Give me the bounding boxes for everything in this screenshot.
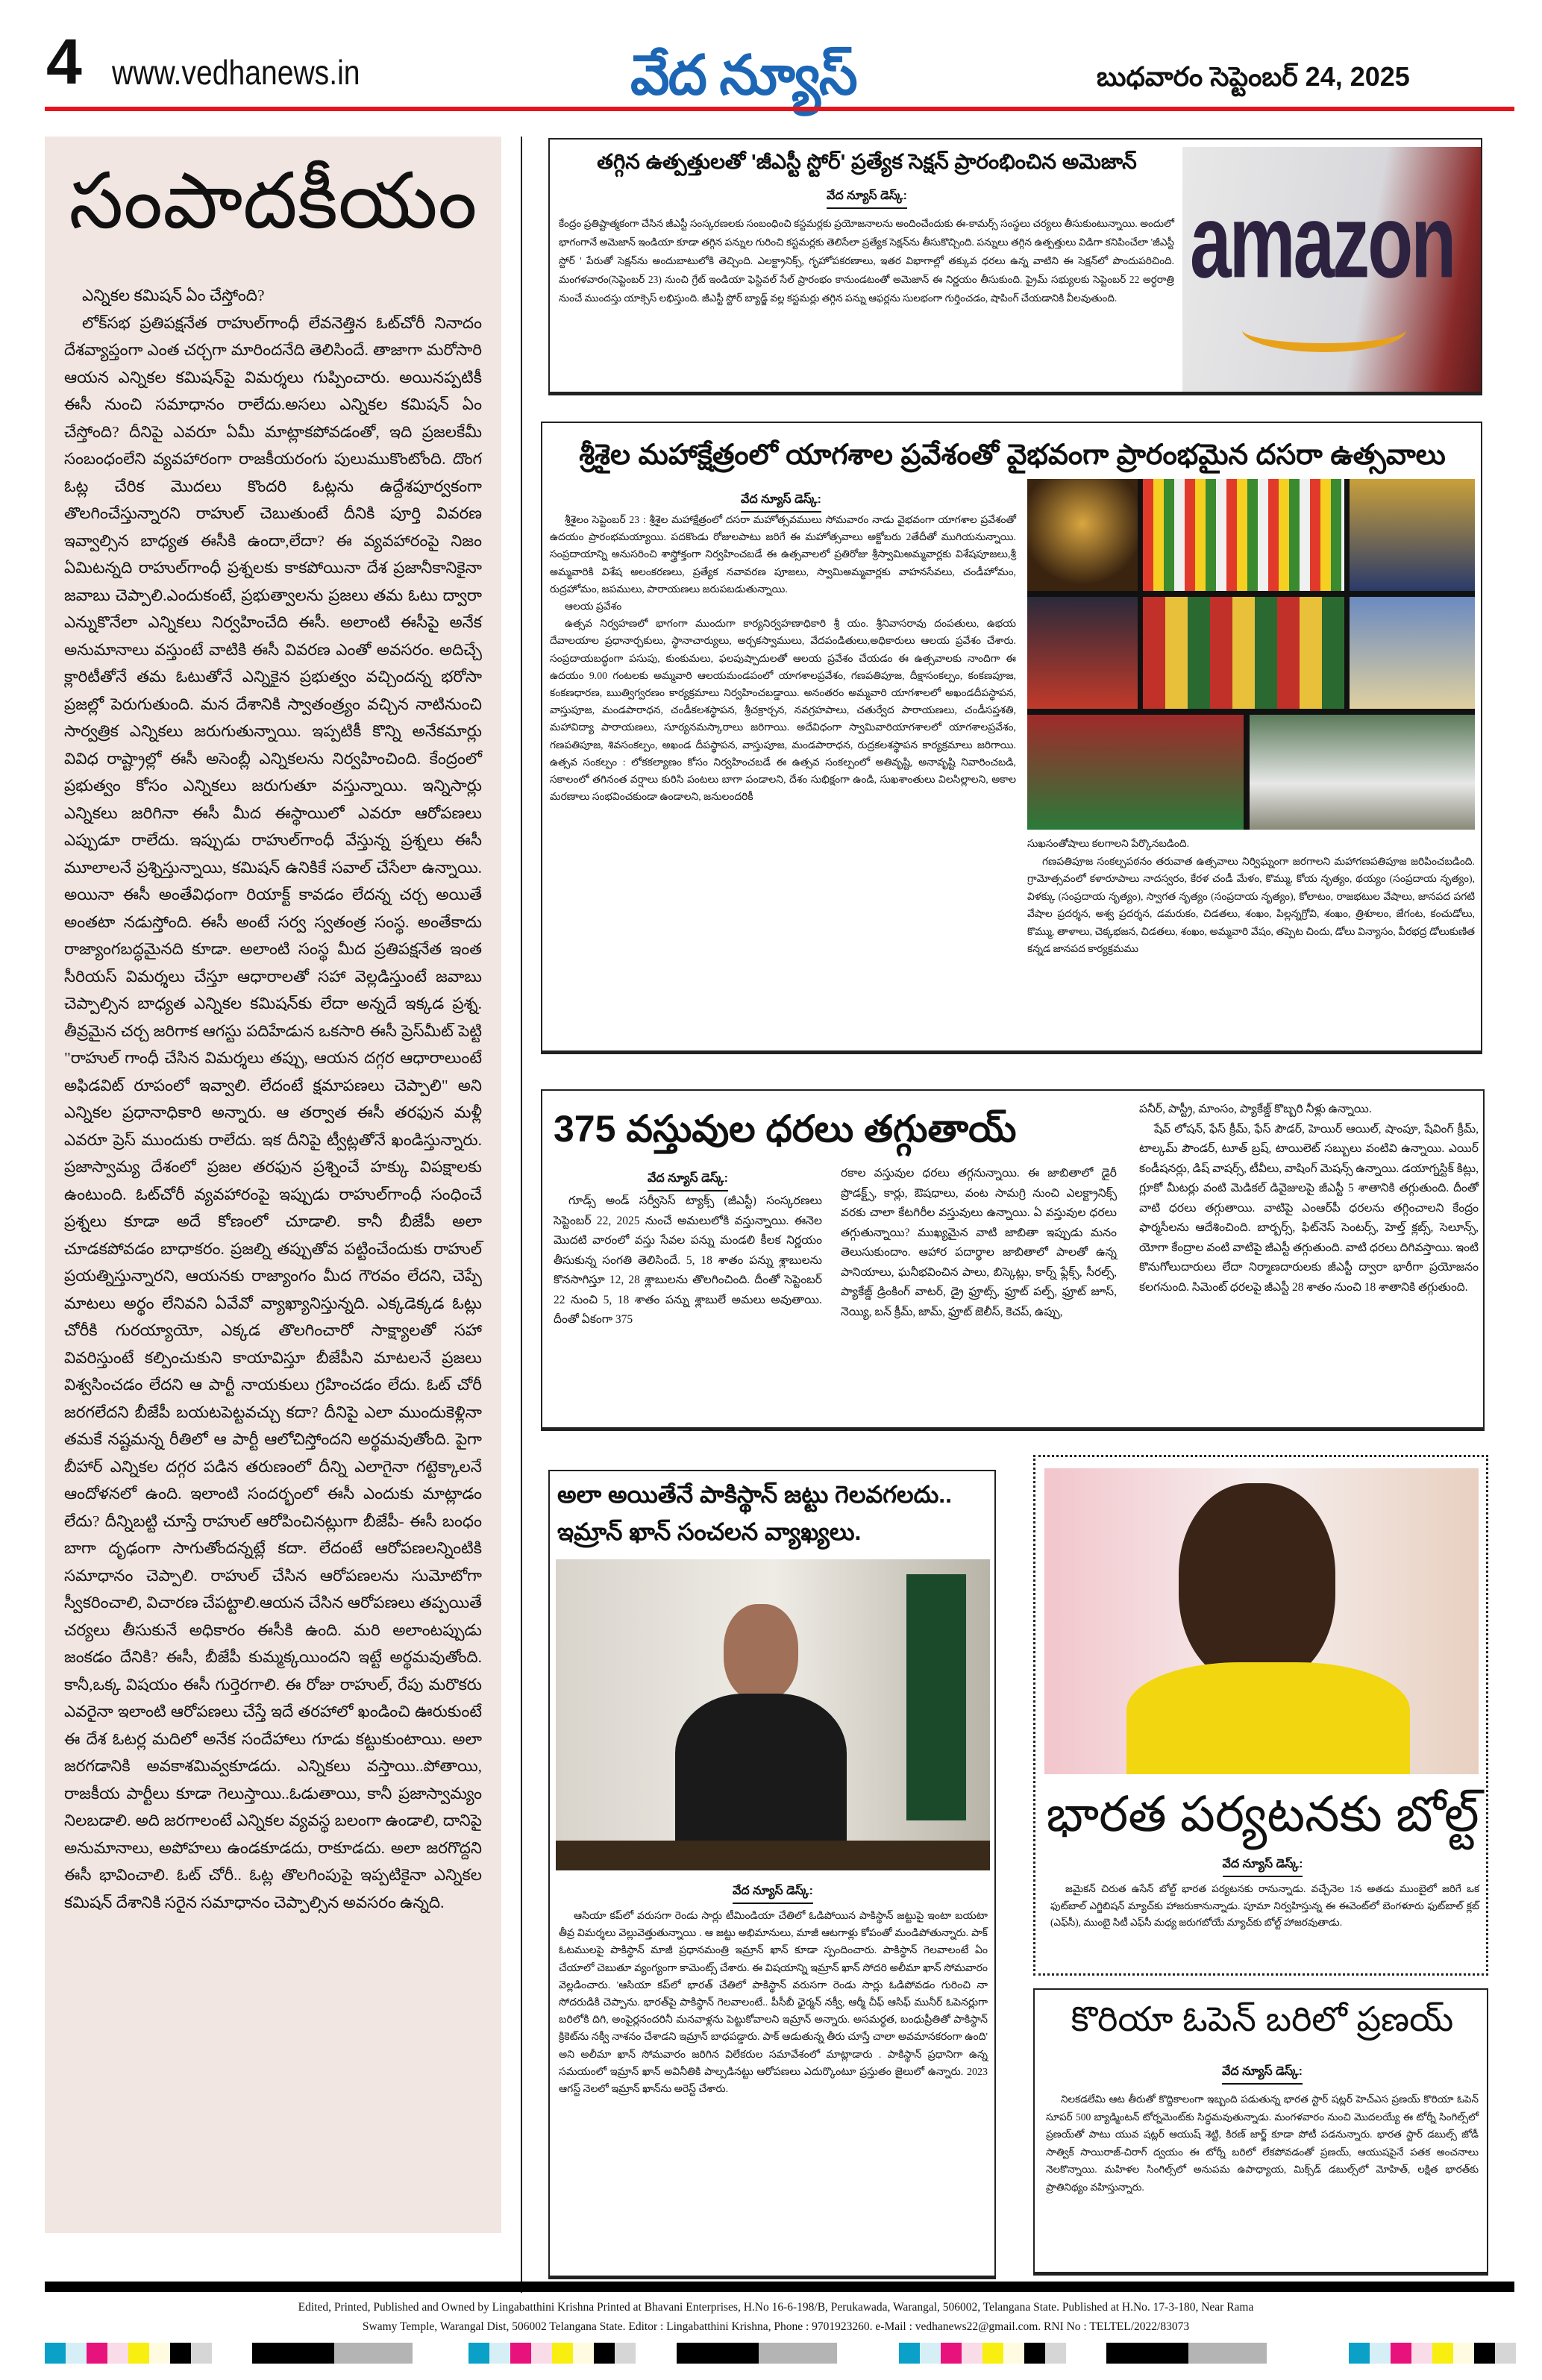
- subheading: ఆలయ ప్రవేశం: [565, 601, 622, 613]
- desk-byline: వేద న్యూస్ డెస్క్:: [648, 1171, 728, 1191]
- goddess-photo: [1350, 597, 1475, 709]
- drummers-photo: [1250, 715, 1475, 830]
- color-swatch: [1453, 2343, 1474, 2364]
- amazon-smile-icon: [1242, 307, 1406, 352]
- imprint-text: Swamy Temple, Warangal Dist, 506002 Telangana State. Editor : Lingabatthini Krishna, Phone : 9701923260. e-Mail : vedhanews22@gmail.com. RNI No : TELTEL/2022/83073: [362, 2320, 1190, 2333]
- paragraph: పనీర్, పాస్ట్రీ, మాంసం, ప్యాకేజ్డ్ కొబ్బరి నీళ్లు ఉన్నాయి.: [1139, 1103, 1372, 1115]
- color-swatch: [510, 2343, 531, 2364]
- article-korea-open: [1033, 1988, 1488, 2273]
- color-swatch: [1045, 2343, 1066, 2364]
- srisailam-headline: శ్రీశైల మహాక్షేత్రంలో యాగశాల ప్రవేశంతో వైభవంగా ప్రారంభమైన దసరా ఉత్సవాలు: [579, 439, 1446, 471]
- color-swatch: [170, 2343, 191, 2364]
- korea-headline: కొరియా ఓపెన్ బరిలో ప్రణయ్: [1071, 1999, 1454, 2038]
- imran-body: [559, 1908, 988, 2098]
- masthead-logo: వేద న్యూస్: [630, 44, 856, 106]
- srisailam-body-right: [1027, 835, 1475, 958]
- tone-swatch: [334, 2343, 413, 2364]
- column-divider: [521, 137, 522, 2293]
- gst-headline: 375 వస్తువుల ధరలు తగ్గుతాయ్: [554, 1108, 1017, 1150]
- headline-line: ఇమ్రాన్ ఖాన్ సంచలన వ్యాఖ్యలు.: [557, 1518, 862, 1545]
- color-swatch: [1391, 2343, 1411, 2364]
- color-swatch: [128, 2343, 149, 2364]
- color-swatch: [552, 2343, 573, 2364]
- tone-swatch: [759, 2343, 837, 2364]
- paragraph: సుఖసంతోషాలు కలగాలని పేర్కొనబడింది.: [1027, 838, 1190, 849]
- amazon-wordmark: amazon: [1190, 183, 1455, 301]
- editorial-title: సంపాదకీయం: [69, 158, 477, 245]
- headline-line: అలా అయితేనే పాకిస్థాన్ జట్టు గెలవగలదు..: [557, 1481, 953, 1508]
- color-swatch: [107, 2343, 128, 2364]
- paragraph: గణపతిపూజ సంకల్పపఠనం తరువాత ఉత్సవాలు నిర్విఘ్నంగా జరగాలని మహాగణపతిపూజ జరిపించబడింది. గ్రామోత్సవంలో కళారూపాలు నాదస్వరం, కేరళ చండీ మేళం, కొమ్ము, కోయ నృత్యం, థయ్యం (సంప్రదాయ నృత్యం), విళక్కు (సంప్రదాయ నృత్యం), స్వాగత నృత్యం (సంప్రదాయ నృత్యం), కోలాటం, రాజభటుల వేషాలు, జానపద పగటి వేషాల ప్రదర్శన, అశ్వ ప్రదర్శన, డమరుకం, చిడతలు, శంఖం, పిల్లన్నగ్రోవి, శంఖం, త్రిశూలం, జేగంట, కంచుడోలు, కొమ్ము, తాళాలు, చెక్కభజన, చిడతలు, శంఖం, అమ్మవారి వేషం, తప్పెట చిందు, డోలు విన్యాసం, వీరభద్ర డోలుకుణిత కన్నడ జానపద కార్యక్రమము: [1027, 855, 1475, 954]
- imprint-text: Edited, Printed, Published and Owned by Lingabatthini Krishna Printed at Bhavani Enterprises, H.No 16-6-198/B, Perukawada, Warangal, 506002, Telangana State. Published at H.No. 17-3-180, Near Rama: [298, 2301, 1254, 2314]
- bolt-body: [1050, 1881, 1479, 1932]
- article-srisailam: [541, 422, 1482, 1052]
- color-swatch: [615, 2343, 636, 2364]
- srisailam-body-left: [550, 511, 1016, 805]
- imprint-line: [67, 2298, 1485, 2337]
- page-number: 4: [46, 26, 82, 98]
- paragraph: ఉత్సవ నిర్వహణలో భాగంగా ముందుగా కార్యనిర్వహణాధికారి శ్రీ యం. శ్రీనివాసరావు దంపతులు, ఉభయ దేవాలయాల ప్రధానార్చకులు, స్థానాచార్యులు, అర్చకస్వాములు, వేదపండితులు,అధికారులు ఆలయ ప్రవేశం చేశారు. సంప్రదాయబద్ధంగా పసుపు, కుంకుమలు, ఫలపుష్పాదులతో ఆలయ ప్రవేశం చేయడం ఈ ఉత్సవాలకు నాందిగా ఈ ఉదయం 9.00 గంటలకు అమ్మవారి ఆలయమండపంలో యాగశాలప్రవేశం, గణపతిపూజ, దీక్షాసంకల్పం, కంకణపూజ, కంకణధారణ, ఋత్విగ్వరణం కార్యక్రమాలు నిర్వహించబడ్డాయి. అనంతరం అమ్మవారి యాగశాలలో అఖండదీపస్థాపన, వాస్తుపూజ, మండపారాధన, చండీకలశస్థాపన, శ్రీచక్రార్చన, నవగ్రహపాలు, చతుర్వేద పారాయణలు, చండీసప్తశతి, మహావిద్యా పారాయణలు, సూర్యనమస్కారాలు జరిగాయి. అదేవిధంగా స్వామివారియాగశాలలో యాగశాలప్రవేశం, గణపతిపూజ, శివసంకల్పం, అఖండ దీపస్థాపన, వాస్తుపూజ, మండపారాధన, రుద్రకలశస్థాపన కార్యక్రమాలు జరిగాయి. ఉత్సవ సంకల్పం : లోకకల్యాణం కోసం నిర్వహించబడే ఈ ఉత్సవ సంకల్పంలో అతివృష్టి, అనావృష్టి నివారించబడి, సకాలంలో తగినంత వర్షాలు కురిసి పంటలు బాగా పండాలని, దేశం సుభిక్షంగా ఉండి, సుఖశాంతులు విలసిల్లాలని, అకాల మరణాలు సంభవించకుండా ఉండాలని, జనులందరికీ: [550, 618, 1016, 803]
- amazon-logo-image: [1182, 147, 1481, 392]
- tone-swatch: [252, 2343, 334, 2364]
- tone-swatch: [1106, 2343, 1188, 2364]
- color-swatch: [899, 2343, 920, 2364]
- desk-byline: వేద న్యూస్ డెస్క్:: [733, 1884, 813, 1904]
- color-swatch: [489, 2343, 510, 2364]
- footer-rule: [45, 2282, 1514, 2292]
- deity-photo: [1350, 479, 1475, 591]
- editorial-question: ఎన్నికల కమిషన్ ఏం చేస్తోంది?: [82, 286, 265, 305]
- person-face: [724, 1604, 798, 1701]
- yellow-jersey: [1126, 1662, 1410, 1774]
- color-swatch: [45, 2343, 66, 2364]
- article-amazon: [548, 138, 1482, 393]
- desk-byline: వేద న్యూస్ డెస్క్:: [741, 492, 821, 513]
- color-swatch: [87, 2343, 107, 2364]
- imran-khan-photo: [556, 1559, 990, 1870]
- color-swatch: [962, 2343, 982, 2364]
- color-swatch: [531, 2343, 552, 2364]
- person-face: [1179, 1483, 1335, 1685]
- gst-body-col2: రకాల వస్తువుల ధరలు తగ్గనున్నాయి. ఈ జాబితాలో డైరీ ప్రొడక్ట్స్, కార్లు, ఔషధాలు, వంట సామగ్రి నుంచి ఎలక్ట్రానిక్స్ వరకు చాలా కేటగిరీల వస్తువులు ఉన్నాయి. ఏ వస్తువుల ధరలు తగ్గుతున్నాయి? ముఖ్యమైన వాటి జాబితా ఇప్పుడు మనం తెలుసుకుందాం. ఆహార పదార్థాల జాబితాలో పాలతో ఉన్న పానియాలు, ఘనీభవించిన పాలు, బిస్కెట్లు, కార్న్ ఫ్లేక్స్, సీరల్స్, ప్యాకేజ్డ్ డ్రింకింగ్ వాటర్, డ్రై ఫ్రూట్స్, ఫ్రూట్ పల్ప్, ఫ్రూట్ జూస్, నెయ్యి, బన్ క్రీమ్, జామ్, ఫ్రూట్ జెలీస్, కెచప్, ఉప్పు,: [841, 1167, 1117, 1318]
- deity-decoration-photo: [1143, 479, 1344, 591]
- bolt-headline: భారత పర్యటనకు బోల్ట్: [1046, 1786, 1479, 1841]
- desk: [556, 1841, 990, 1870]
- issue-date: బుధవారం సెప్టెంబర్ 24, 2025: [1097, 61, 1410, 92]
- color-swatch: [1411, 2343, 1432, 2364]
- procession-photo: [1143, 597, 1344, 709]
- paragraph: షేవ్ లోషన్, ఫేస్ క్రీమ్, ఫేస్ పౌడర్, హెయిర్ ఆయిల్, షాంపూ, షేవింగ్ క్రీమ్, టాల్కమ్ పౌండర్, టూత్ బ్రష్, టాయిలెట్ సబ్బులు వంటివి ఉన్నాయి. ఎయిర్ కండీషనర్లు, డిష్ వాషర్స్, టీవీలు, వాషింగ్ మెషన్స్ ఉన్నాయి. డయాగ్నస్టిక్ కిట్లు, గ్లూకో మీటర్లు వంటి మెడికల్ డివైజులపై జీఎస్టీ 5 శాతానికి తగ్గుతుంది. దీంతో వాటి ధరలు తగ్గుతాయి. వాటిపై ఎంఆర్‌పీ ధరలను తగ్గించాలని కేంద్రం ఫార్మసీలను ఆదేశించింది. బార్బర్స్, ఫిట్‌నెస్ సెంటర్స్, హెల్త్ క్లబ్స్, సెలూన్స్, యోగా కేంద్రాల వంటి వాటిపై జీఎస్టీ తగ్గుతుంది. వాటి ధరలు దిగివస్తాయి. ఇంటి కొనుగోలుదారులు లేదా నిర్మాణదారులకు జీఎస్టీ ద్వారా భారీగా ప్రయోజనం కలగనుంది. సిమెంట్ ధరలపై జీఎస్టీ 28 శాతం నుంచి 18 శాతానికి తగ్గుతుంది.: [1139, 1122, 1479, 1294]
- color-swatch: [1432, 2343, 1453, 2364]
- color-swatch: [941, 2343, 962, 2364]
- paragraph: ఆసియా కప్‌లో వరుసగా రెండు సార్లు టీమిండియా చేతిలో ఓడిపోయిన పాకిస్థాన్ జట్టుపై ఇంటా బయటా తీవ్ర విమర్శలు వెల్లువెత్తుతున్నాయి . ఆ జట్టు అభిమానులు, మాజీ ఆటగాళ్లు కోపంతో మండిపోతున్నారు. పాక్ ఓటములపై పాకిస్థాన్ మాజీ ప్రధానమంత్రి ఇమ్రాన్ ఖాన్ కూడా స్పందించారు. పాకిస్థాన్ గెలవాలంటే ఏం చేయాలో చెబుతూ వ్యంగ్యంగా కామెంట్స్ చేశారు. ఈ విషయాన్ని ఇమ్రాన్ ఖాన్ సోదరి అలీమా ఖాన్ సోమవారం వెల్లడించారు. 'ఆసియా కప్‌లో భారత్ చేతిలో పాకిస్థాన్ వరుసగా రెండు సార్లు ఓడిపోవడం గురించి నా సోదరుడికి చెప్పాను. భారత్‌పై పాకిస్థాన్ గెలవాలంటే.. పీసీబీ ఛైర్మన్ నక్వీ, ఆర్మీ చీఫ్ ఆసిఫ్ మునీర్ ఓపెనర్లుగా బరిలోకి దిగి, అంపైర్లనందరినీ మనవాళ్లను పెట్టుకోవాలని ఇమ్రాన్ అన్నారు. అసమర్థత, బంధుప్రీతితో పాకిస్థాన్ క్రికెట్‌ను నక్వీ నాశనం చేశాడని ఇమ్రాన్ బాధపడ్డారు. పాక్ ఆడుతున్న తీరు చూస్తే చాలా అవమానకరంగా ఉంది' అని అలీమా ఖాన్ సోమవారం జరిగిన విలేకరుల సమావేశంలో మాట్లాడారు . పాకిస్థాన్ ప్రధానిగా ఉన్న సమయంలో ఇమ్రాన్ ఖాన్ అవినీతికి పాల్పడినట్టు ఆరోపణలు ఎదుర్కొంటూ ప్రస్తుతం జైలులో ఉన్నారు. 2023 ఆగస్ట్ నెలలో ఇమ్రాన్ ఖాన్‌ను అరెస్ట్ చేశారు.: [559, 1911, 988, 2096]
- color-swatch: [1495, 2343, 1516, 2364]
- color-swatch: [149, 2343, 170, 2364]
- tone-swatch: [1188, 2343, 1267, 2364]
- article-bolt: [1033, 1455, 1488, 1976]
- temple-photo: [1027, 479, 1138, 591]
- color-swatch: [191, 2343, 212, 2364]
- paragraph: గూడ్స్ అండ్ సర్వీసెస్ ట్యాక్స్ (జీఎస్టీ) సంస్కరణలు సెప్టెంబర్ 22, 2025 నుంచే అమలులోకి వస్తున్నాయి. ఈనెల మొదటి వారంలో వస్తు సేవల పన్ను మండలి కీలక నిర్ణయం తీసుకున్న సంగతి తెలిసిందే. 5, 18 శాతం పన్ను శ్లాబులను కొనసాగిస్తూ 12, 28 శ్లాబులను తొలగించింది. దీంతో సెప్టెంబర్ 22 నుంచి 5, 18 శాతం పన్ను శ్లాబులే అమలు అవుతాయి. దీంతో ఏకంగా 375: [554, 1194, 822, 1326]
- gst-body-col3: [1139, 1100, 1479, 1297]
- imran-headline: [557, 1476, 990, 1550]
- headline-text: తగ్గిన ఉత్పత్తులతో 'జీఎస్టీ స్టోర్' ప్రత్యేక సెక్షన్ ప్రారంభించిన అమెజాన్: [597, 150, 1137, 173]
- color-swatch: [1370, 2343, 1391, 2364]
- header-rule: [45, 107, 1514, 111]
- person-body: [675, 1694, 847, 1843]
- paragraph: జమైకన్ చిరుత ఉసేన్ బోల్ట్ భారత పర్యటనకు రానున్నాడు. వచ్చేనెల 1న అతడు ముంబైలో జరిగే ఒక ఫుట్‌బాల్ ఎగ్జిబిషన్ మ్యాచ్‌కు హాజరుకానున్నాడు. పూమా నిర్వహిస్తున్న ఈ ఈవెంట్‌లో బెంగళూరు ఫుట్‌బాల్ క్లబ్ (ఎఫ్‌సీ), ముంబై సిటీ ఎఫ్‌సీ మధ్య జరుగబోయే మ్యాచ్‌కు బోల్ట్ హాజరవుతాడు.: [1050, 1883, 1479, 1928]
- artists-photo: [1027, 715, 1244, 830]
- gst-body-col1: [554, 1191, 822, 1330]
- amazon-body: కేంద్రం ప్రతిష్టాత్మకంగా చేసిన జీఎస్టీ సంస్కరణలకు సంబంధించి కస్టమర్లకు ప్రయోజనాలను అందించేందుకు ఈ-కామర్స్ సంస్థలు చర్యలు తీసుకుంటున్నాయి. అందులో భాగంగానే అమెజాన్ ఇండియా కూడా తగ్గిన పన్నుల గురించి కస్టమర్లకు తెలిసేలా ప్రత్యేక సెక్షన్‌ను తీసుకొచ్చింది. పన్నులు తగ్గిన ఉత్పత్తులు విడిగా కనిపించేలా 'జీఎస్టీ స్టోర్ ' పేరుతో సెక్షన్‌ను అందుబాటులోకి తెచ్చింది. ఎలక్ట్రానిక్స్, గృహోపకరణాలు, ఇతర విభాగాల్లో తక్కువ ధరలు ఉన్న వాటిని ఈ సెక్షన్‌లో పొందుపరిచింది. మంగళవారం(సెప్టెంబర్ 23) నుంచి గ్రేట్ ఇండియా ఫెస్టివల్ సేల్ ప్రారంభం కానుండటంతో అమెజాన్ ఈ నిర్ణయం తీసుకుంది. ప్రైమ్ సభ్యులకు సెప్టెంబర్ 22 అర్ధరాత్రి నుంచే ముందస్తు యాక్సెస్ లభిస్తుంది. జీఎస్టీ స్టోర్ బ్యాడ్జ్ వల్ల కస్టమర్లు తగ్గిన పన్ను ఆఫర్లను సులభంగా గుర్తించడం, షాపింగ్ చేయడానికి వీలవుతుంది.: [559, 218, 1174, 304]
- paragraph: శ్రీశైలం సెప్టెంబర్ 23 : శ్రీశైల మహాక్షేత్రంలో దసరా మహోత్సవములు సోమవారం నాడు వైభవంగా యాగశాల ప్రవేశంతో ఉదయం ప్రారంభమయ్యాయి. పదకొండు రోజులపాటు జరిగే ఈ మహోత్సవాలు అక్టోబరు 2తేదీతో ముగియనున్నాయి. సంప్రదాయాన్ని అనుసరించి శాస్త్రోక్తంగా నిర్వహించబడే ఈ ఉత్సవాలలో ప్రతిరోజు శ్రీస్వామిఅమ్మవార్లకు విశేషపూజలు,శ్రీ అమ్మవారికి విశేష అలంకరణలు, ప్రత్యేక నవావరణ పూజలు, స్వామిఅమ్మవార్లకు వాహనసేవలు, చండీహోమం, రుద్రహోమం, జపములు, పారాయణలు జరుపబడుతున్నాయి.: [550, 514, 1016, 595]
- desk-byline: వేద న్యూస్ డెస్క్:: [1222, 2064, 1303, 2085]
- color-swatch: [1003, 2343, 1024, 2364]
- desk-byline: వేద న్యూస్ డెస్క్:: [1223, 1857, 1303, 1877]
- color-swatch: [468, 2343, 489, 2364]
- dancer-photo: [1027, 597, 1138, 709]
- festival-photo-collage: [1027, 479, 1475, 830]
- editorial-body: లోక్‌సభ ప్రతిపక్షనేత రాహుల్‌గాంధీ లేవనెత్తిన ఓట్‌చోరీ నినాదం దేశవ్యాప్తంగా ఎంత చర్చగా మారిందనేది తెలిసిందే. తాజాగా మరోసారి ఆయన ఎన్నికల కమిషన్‌పై విమర్శలు గుప్పించారు. అయినప్పటికీ ఈసీ నుంచి సమాధానం రాలేదు.అసలు ఎన్నికల కమిషన్ ఏం చేస్తోంది? దీనిపై ఎవరూ ఏమీ మాట్లాకపోవడంతో, ఇది ప్రజలకేమీ సంబంధంలేని వ్యవహారంగా రాజకీయరంగు పులుముకొంటోంది. దొంగ ఓట్ల చేరిక మొదలు కొందరి ఓట్లను ఉద్దేశపూర్వకంగా తొలగించేస్తున్నారని రాహుల్ చెబుతుంటే దీనికి పూర్తి వివరణ ఇవ్వాల్సిన బాధ్యత ఈసీకి ఉందా,లేదా? ఈ వ్యవహారంపై నిజం ఏమిటన్నది రాహుల్‌గాంధీ ప్రశ్నలకు కాకపోయినా దేశ ప్రజానీకానికైనా జవాబు చెప్పాలి.ఎందుకంటే, ప్రభుత్వాలను ప్రజలు తమ ఓటు ద్వారా ఎన్నుకొనేలా ఎన్నికలు నిర్వహించేది ఈసీ. అలాంటి ఈసీపై అనేక అనుమానాలు వస్తుంటే వాటికి ఈసీ వివరణ ఎంతో అవసరం. అదిచ్చే క్లారిటీతోనే తమ ఓటుతోనే ఎన్నికైన ప్రభుత్వం వచ్చిందన్న భరోసా ప్రజల్లో పెరుగుతుంది. మన దేశానికి స్వాతంత్ర్యం వచ్చిన నాటినుంచి సార్వత్రిక ఎన్నికలు జరుగుతున్నాయి. ఇప్పటికీ కొన్ని అనేకమార్లు వివిధ రాష్ట్రాల్లో ఈసీ అసెంబ్లీ ఎన్నికలను నిర్వహించింది. కేంద్రంలో ప్రభుత్వం కోసం ఎన్నికలు జరుగుతూ వస్తున్నాయి. ఇన్నిసార్లు ఎన్నికలు జరిగినా ఈసీ మీద ఈస్థాయిలో ఎవరూ ఆరోపణలు ఎప్పుడూ రాలేదు. ఇప్పుడు రాహుల్‌గాంధీ వేస్తున్న ప్రశ్నలు ఈసీ మూలాలనే ప్రశ్నిస్తున్నాయి, కమిషన్ ఉనికికే సవాల్ చేసేలా ఉన్నాయి. అయినా ఈసీ అంతేవిధంగా రియాక్ట్ కావడం లేదన్న చర్చ అయితే అంతటా నడుస్తోంది. ఈసీ అంటే సర్వ స్వతంత్ర సంస్థ. అంతేకాదు రాజ్యాంగబద్ధమైనది కూడా. అలాంటి సంస్థ మీద ప్రతిపక్షనేత ఇంత సీరియస్ విమర్శలు చేస్తూ ఆధారాలతో సహా వెల్లడిస్తుంటే జవాబు చెప్పాల్సిన బాధ్యత ఎన్నికల కమిషన్‌కు లేదా అన్నదే ఇక్కడ ప్రశ్న. తీవ్రమైన చర్చ జరిగాక ఆగస్టు పదిహేడున ఒకసారి ఈసీ ప్రెస్‌మీట్ పెట్టి "రాహుల్ గాంధీ చేసిన విమర్శలు తప్పు, ఆయన దగ్గర ఆధారాలుంటే అఫిడవిట్ రూపంలో ఇవ్వాలి. లేదంటే క్షమాపణలు చెప్పాలి" అని ఎన్నికల ప్రధానాధికారి అన్నారు. ఆ తర్వాత ఈసీ తరఫున మళ్లీ ఎవరూ ప్రెస్ ముందుకు రాలేదు. ఇక దీనిపై ట్వీట్లతోనే ఖండిస్తున్నారు. ప్రజాస్వామ్య దేశంలో ప్రజల తరఫున ప్రశ్నించే హక్కు విపక్షాలకు ఉంటుంది. ఓట్‌చోరీ వ్యవహారంపై ఇప్పుడు రాహుల్‌గాంధీ సంధించే ప్రశ్నలు కూడా అదే కోణంలో చూడాలి. కానీ బీజేపీ అలా చూడకపోవడం బాధాకరం. ప్రజల్ని తప్పుతోవ పట్టించేందుకు రాహుల్ ప్రయత్నిస్తున్నారని, ఆయనకు రాజ్యాంగం మీద గౌరవం లేదని, చెప్పే మాటలు అర్థం లేనివని ఏవేవో వ్యాఖ్యానిస్తున్నది. ఎక్కడెక్కడ ఓట్లు చోరీకి గురయ్యాయో, ఎక్కడ తొలగించారో సాక్ష్యాలతో సహా వివరిస్తుంటే కల్పించుకుని కాయావిస్తూ బీజేపీని మాటలనే ప్రజలు విశ్వసించడం లేదని ఆ పార్టీ నాయకులు గ్రహించడం లేదు. ఓట్ చోరీ జరగలేదని బీజేపీ బయటపెట్టవచ్చు కదా? దీనిపై ఎలా ముందుకెళ్లినా తమకే నష్టమన్న రీతిలో ఆ పార్టీ ఆలోచిస్తోందని అర్థమవుతోంది. పైగా బీహార్ ఎన్నికల దగ్గర పడిన తరుణంలో దీన్ని ఎలాగైనా గట్టెక్కాలనే ఆందోళనలో ఉంది. ఇలాంటి సందర్భంలో ఈసీ ఎందుకు మాట్లాడం లేదు? దీన్నిబట్టి చూస్తే రాహుల్ ఆరోపించినట్లుగా బీజేపీ- ఈసీ బంధం బాగా దృఢంగా సాగుతోందన్నట్లే కదా. లేదంటే ఆరోపణలన్నింటికి సమాధానం చెప్పాలి. రాహుల్ చేసిన ఆరోపణలను సుమోటోగా స్వీకరించాలి, విచారణ చేపట్టాలి.ఆయన చేసిన ఆరోపణలు తప్పయితే చర్యలు తీసుకునే అధికారం ఈసీకి ఉంది. మరి అలాంటప్పుడు జంకడం దేనికి? ఈసీ, బీజేపీ కుమ్మక్కయిందని ఇట్టే అర్థమవుతోంది. కానీ,ఒక్క విషయం ఈసీ గుర్తెరగాలి. ఈ రోజు రాహుల్, రేపు మరొకరు ఎవరైనా ఇలాంటి ఆరోపణలు చేస్తే ఇదే తరహాలో ఖండించి ఊరుకుంటే ఈ దేశ ఓటర్ల మదిలో అనేక సందేహాలు గూడు కట్టుకుంటాయి. అలా జరగడానికి అవకాశమివ్వకూడదు. ఎన్నికలు వస్తాయి..పోతాయి, రాజకీయ పార్టీలు కూడా గెలుస్తాయి..ఓడుతాయి, కానీ ప్రజాస్వామ్యం నిలబడాలి. అది జరగాలంటే ఎన్నికల వ్యవస్థ బలంగా ఉండాలి, దానిపై అనుమానాలు, అపోహలు ఉండకూడదు, రాకూడదు. అలా జరగొద్దని ఈసీ భావించాలి. ఓట్ చోరీ.. ఓట్ల తొలగింపుపై ఇప్పటికైనా ఎన్నికల కమిషన్ దేశానికి సరైన సమాధానం చెప్పాల్సిన అవసరం ఉన్నది.: [64, 313, 482, 1911]
- editorial-column: [45, 137, 501, 2233]
- color-swatch: [594, 2343, 615, 2364]
- paragraph: నిలకడలేమి ఆట తీరుతో కొద్దికాలంగా ఇబ్బంది పడుతున్న భారత స్టార్ షట్లర్ హెచ్ఎస ప్రణయ్ కొరియా ఓపెన్ సూపర్ 500 బ్యాడ్మింటన్ టోర్నమెంట్‌కు సిద్ధమవుతున్నాడు. మంగళవారం నుంచి మొదలయ్యే ఈ టోర్నీ సింగిల్స్‌లో ప్రణయ్‌తో పాటు యువ షట్లర్ ఆయుష్ శెట్టి, కిరణ్ జార్జ్ కూడా పోటీ పడనున్నారు. భారత స్టార్ డబుల్స్ జోడీ సాత్విక్ సాయిరాజ్-చిరాగ్ ద్వయం ఈ టోర్నీ బరిలో లేకపోవడంతో ప్రణయ్, ఆయుషపైనే పతక అంచనాలు నెలకొన్నాయి. మహిళల సింగిల్స్‌లో అనుపమ ఉపాధ్యాయ, మిక్స్‌డ్ డబుల్స్‌లో మోహిత్, లక్షిత భారత్‌కు ప్రాతినిథ్యం వహిస్తున్నారు.: [1046, 2094, 1479, 2193]
- korea-body: [1046, 2091, 1479, 2196]
- color-swatch: [982, 2343, 1003, 2364]
- color-swatch: [920, 2343, 941, 2364]
- article-gst-prices: [541, 1089, 1485, 1429]
- color-swatch: [1349, 2343, 1370, 2364]
- article-imran-khan: [548, 1470, 996, 2277]
- usain-bolt-photo: [1044, 1468, 1479, 1774]
- color-swatch: [1474, 2343, 1495, 2364]
- website-url[interactable]: www.vedhanews.in: [112, 53, 360, 92]
- color-swatch: [1024, 2343, 1045, 2364]
- pakistan-flag: [906, 1574, 966, 1820]
- tone-swatch: [677, 2343, 759, 2364]
- desk-byline: వేద న్యూస్ డెస్క్:: [827, 189, 907, 209]
- amazon-headline: [557, 148, 1176, 175]
- color-swatch: [66, 2343, 87, 2364]
- color-swatch: [573, 2343, 594, 2364]
